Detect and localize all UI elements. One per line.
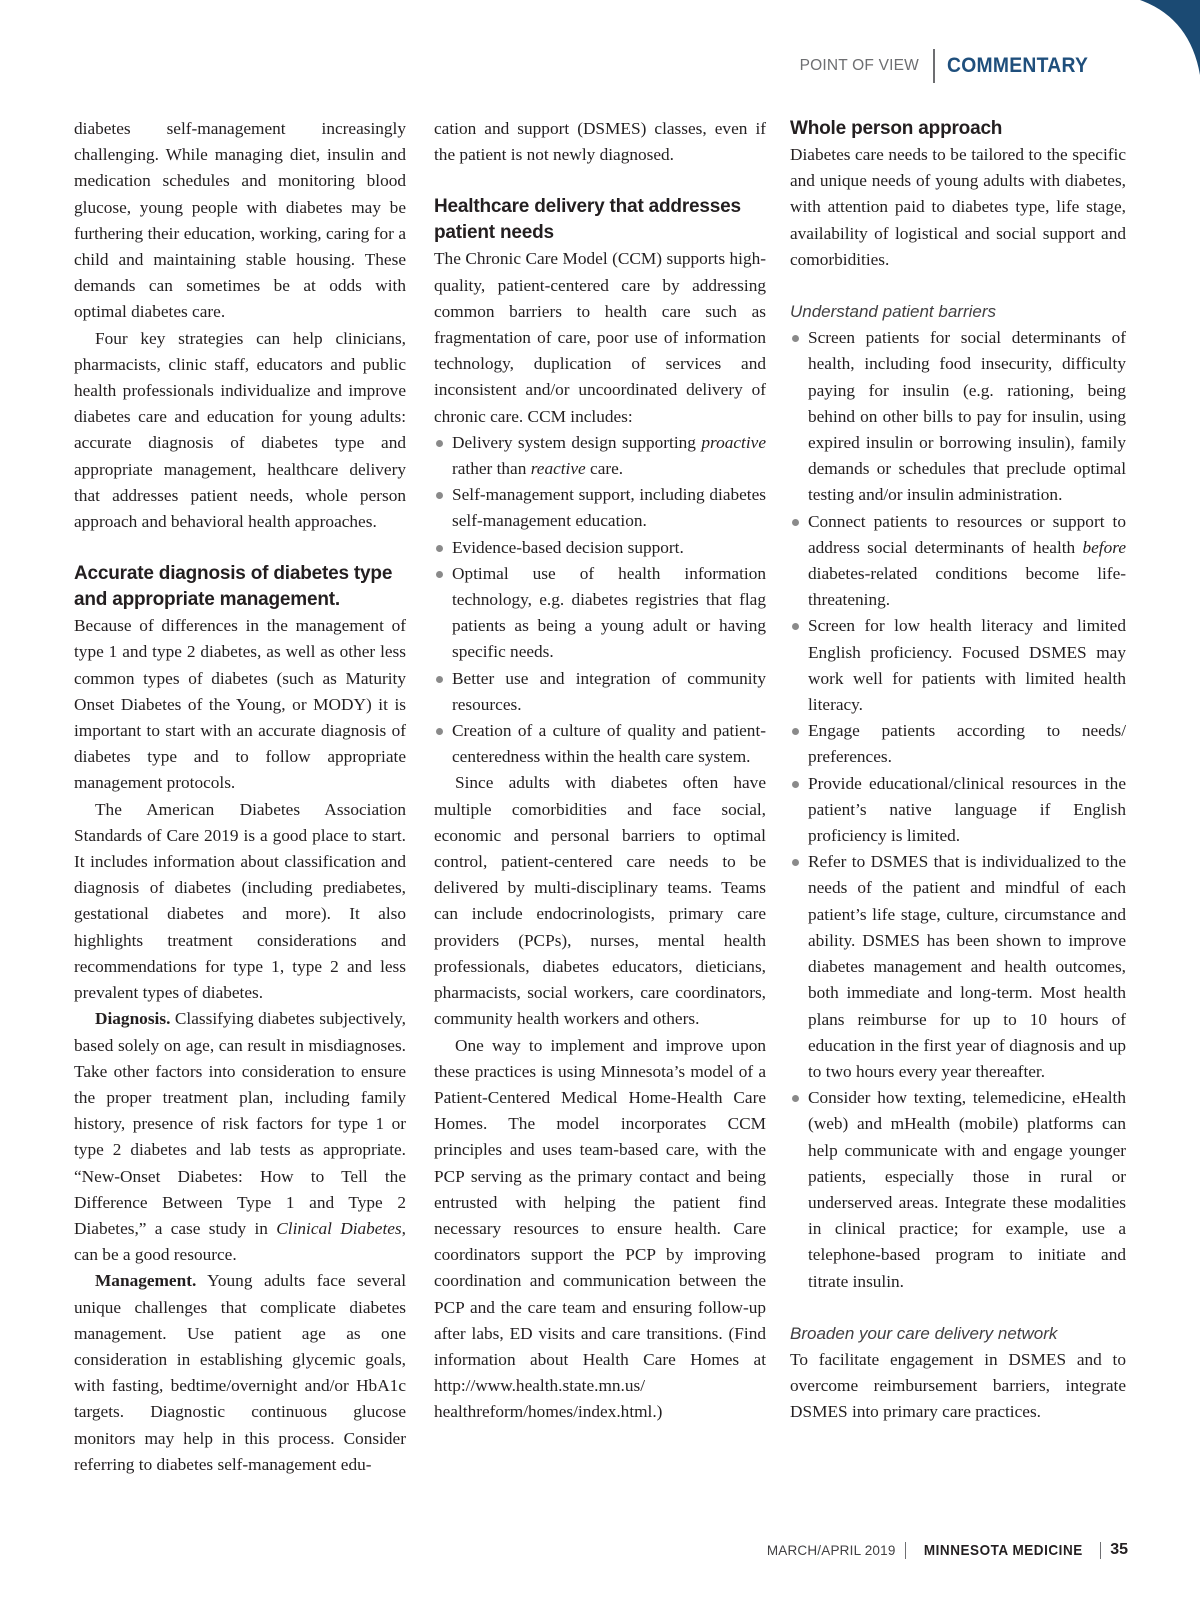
category-label: COMMENTARY xyxy=(946,54,1088,77)
list-item: Refer to DSMES that is individualized to the needs of the patient and mindful of each patient’s life stage, culture, circumstance and ability. DSMES has been shown to improve diabetes management and health outcomes, both immediate and long-term. Most health plans reimburse for up to 10 hours of education in the first year of diagnosis and up to two hours every year thereafter. xyxy=(790,849,1126,1085)
paragraph: Because of differences in the management of type 1 and type 2 diabetes, as well as other less common types of diabetes (such as Maturity Onset Diabetes of the Young, or MODY) it is important to start with an accurate diagnosis of diabetes type and to follow appropriate management protocols. xyxy=(74,616,406,793)
section-heading: Accurate diagnosis of diabetes type and appropriate management. xyxy=(74,563,393,611)
run-in-heading: Diagnosis. xyxy=(95,1009,171,1029)
list-item: Consider how texting, telemedicine, eHealth (web) and mHealth (mobile) platforms can help communicate with and engage younger patients, especially those in rural or underserved areas. Integrate these modalities in clinical practice; for example, use a telephone-based program to initiate and titrate insulin. xyxy=(790,1085,1126,1295)
journal-title: Clinical Diabetes xyxy=(276,1218,402,1238)
run-in-heading: Management. xyxy=(95,1271,197,1291)
column-3 xyxy=(790,116,1126,1426)
column-2 xyxy=(434,116,766,1426)
page-footer xyxy=(767,1541,1128,1559)
list-item: Optimal use of health information technology, e.g. diabetes registries that flag patients as being a young adult or having specific needs. xyxy=(434,561,766,666)
bullet-list xyxy=(790,325,1126,1295)
page-number: 35 xyxy=(1110,1541,1128,1558)
list-item: Connect patients to resources or support to address social determinants of health before diabetes-related conditions become life-threatening. xyxy=(790,509,1126,614)
paragraph: Since adults with diabetes often have multiple comorbidities and face social, economic and personal barriers to optimal control, patient-centered care needs to be delivered by multi-disciplinary teams. Teams can include endocrinologists, primary care providers (PCPs), nurses, mental health professionals, diabetes educators, dieticians, pharmacists, social workers, care coordinators, community health workers and others. xyxy=(434,773,766,1029)
section-label: POINT OF VIEW xyxy=(799,57,919,74)
paragraph: cation and support (DSMES) classes, even if the patient is not newly diagnosed. xyxy=(434,119,766,165)
paragraph: One way to implement and improve upon these practices is using Minnesota’s model of a Patient-Centered Medical Home-Health Care Homes. The model incorporates CCM principles and uses team-based care, with the PCP serving as the primary contact and being entrusted with helping the patient find necessary resources to ensure health. Care coordinators support the PCP by improving coordination and communication between the PCP and the care team and ensuring follow-up after labs, ED visits and care transitions. (Find information about Health Care Homes at http://www.health.state.mn.us/ healthreform/homes/index.html.) xyxy=(434,1035,766,1422)
list-item: Better use and integration of community resources. xyxy=(434,666,766,718)
list-item: Engage patients according to needs/ preferences. xyxy=(790,718,1126,770)
header-divider xyxy=(933,49,935,83)
subheading: Broaden your care delivery network xyxy=(790,1323,1058,1343)
list-item: Provide educational/clinical resources in the patient’s native language if English proficiency is limited. xyxy=(790,771,1126,850)
paragraph: diabetes self-management increasingly challenging. While managing diet, insulin and medication schedules and monitoring blood glucose, young people with diabetes may be furthering their education, working, caring for a child and maintaining stable housing. These demands can sometimes be at odds with optimal diabetes care. xyxy=(74,119,406,322)
list-item: Screen for low health literacy and limited English proficiency. Focused DSMES may work well for patients with limited health literacy. xyxy=(790,613,1126,718)
bullet-list xyxy=(434,430,766,771)
footer-divider xyxy=(1100,1542,1101,1559)
paragraph: Four key strategies can help clinicians, pharmacists, clinic staff, educators and public health professionals individualize and improve diabetes care and education for young adults: accurate diagnosis of diabetes type and appropriate management, healthcare delivery that addresses patient needs, whole person approach and behavioral health approaches. xyxy=(74,328,406,532)
section-heading: Healthcare delivery that addresses patient needs xyxy=(434,196,741,244)
issue-date: MARCH/APRIL 2019 xyxy=(766,1542,896,1558)
paragraph: Diabetes care needs to be tailored to the specific and unique needs of young adults with diabetes, with attention paid to diabetes type, life stage, availability of logistical and social support and comorbidities. xyxy=(790,145,1126,269)
paragraph: Diagnosis. Classifying diabetes subjectively, based solely on age, can result in misdiagnoses. Take other factors into consideration to ensure the proper treatment plan, including family history, presence of risk factors for type 1 or type 2 diabetes and lab tests as appropriate. “New-Onset Diabetes: How to Tell the Difference Between Type 1 and Type 2 Diabetes,” a case study in Clinical Diabetes, can be a good resource. xyxy=(74,1009,406,1265)
paragraph: To facilitate engagement in DSMES and to overcome reimbursement barriers, integrate DSMES into primary care practices. xyxy=(790,1349,1126,1422)
list-item: Screen patients for social determinants of health, including food insecurity, difficulty paying for insulin (e.g. rationing, being behind on other bills to pay for insulin, using expired insulin or borrowing insulin), family demands or schedules that preclude optimal testing and/or insulin administration. xyxy=(790,325,1126,508)
corner-arc-shape xyxy=(1140,0,1200,75)
footer-divider xyxy=(905,1542,906,1559)
section-header xyxy=(800,50,1100,82)
list-item: Self-management support, including diabetes self-management education. xyxy=(434,482,766,534)
section-heading: Whole person approach xyxy=(790,118,1003,139)
paragraph: The Chronic Care Model (CCM) supports high-quality, patient-centered care by addressing common barriers to health care such as fragmentation of care, poor use of information technology, duplication of services and inconsistent and/or uncoordinated delivery of chronic care. CCM includes: xyxy=(434,249,766,426)
list-item: Delivery system design supporting proactive rather than reactive care. xyxy=(434,430,766,482)
magazine-name: MINNESOTA MEDICINE xyxy=(923,1541,1083,1559)
subheading: Understand patient barriers xyxy=(790,302,997,322)
list-item: Creation of a culture of quality and patient-centeredness within the health care system. xyxy=(434,718,766,770)
paragraph: Management. Young adults face several unique challenges that complicate diabetes management. Use patient age as one consideration in establishing glycemic goals, with fasting, bedtime/overnight and/or HbA1c targets. Diagnostic continuous glucose monitors may help in this process. Consider referring to diabetes self-management edu- xyxy=(74,1271,406,1474)
paragraph: The American Diabetes Association Standards of Care 2019 is a good place to start. It includes information about classification and diagnosis of diabetes (including prediabetes, gestational diabetes and more). It also highlights treatment considerations and recommendations for type 1, type 2 and less prevalent types of diabetes. xyxy=(74,799,406,1003)
column-1 xyxy=(74,116,406,1478)
list-item: Evidence-based decision support. xyxy=(434,535,766,561)
